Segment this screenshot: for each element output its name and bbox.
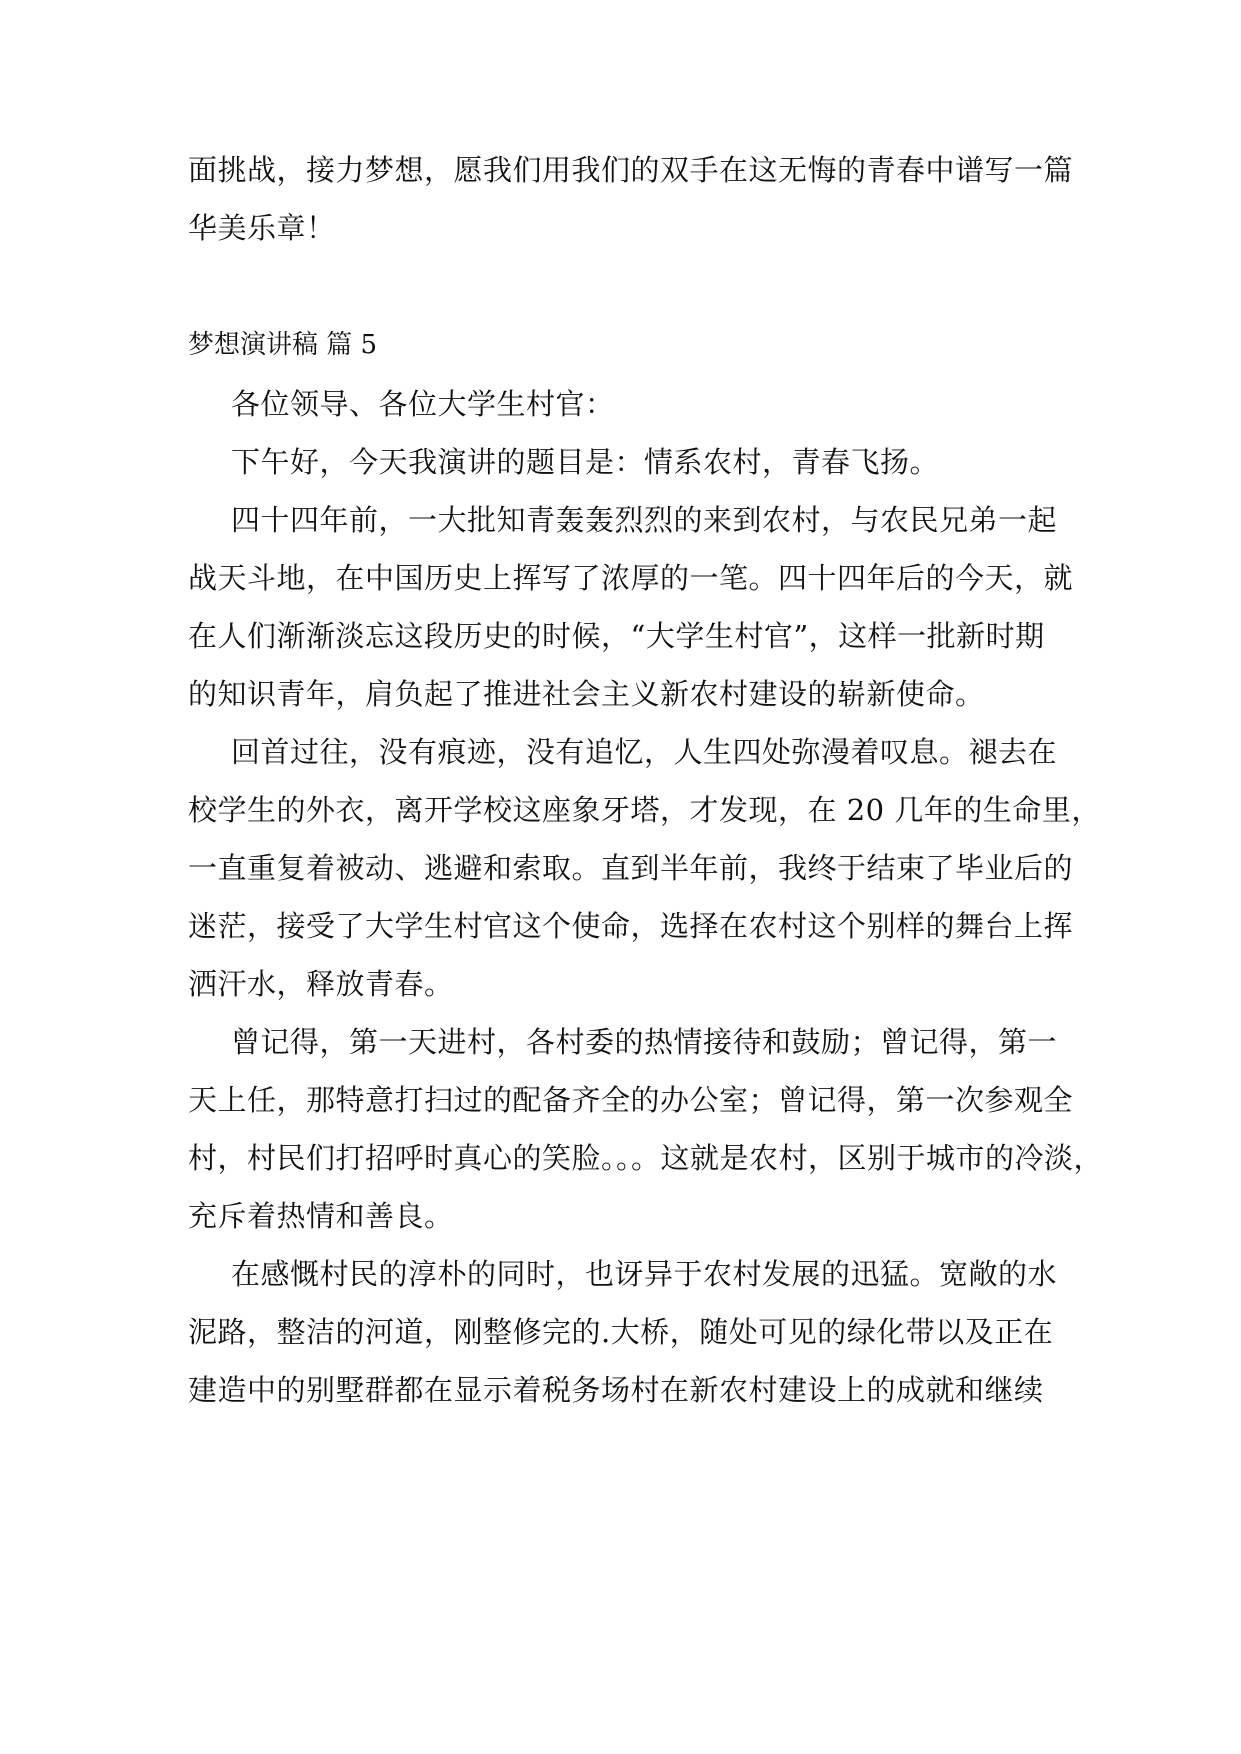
text-line: 曾记得，第一天进村，各村委的热情接待和鼓励；曾记得，第一: [231, 1025, 1058, 1059]
text-line: 面挑战，接力梦想，愿我们用我们的双手在这无悔的青春中谱写一篇: [188, 153, 1074, 187]
section-title: 梦想演讲稿 篇 5: [188, 330, 378, 360]
text-line: 一直重复着被动、逃避和索取。直到半年前，我终于结束了毕业后的: [188, 851, 1074, 885]
text-line: 天上任，那特意打扫过的配备齐全的办公室；曾记得，第一次参观全: [188, 1083, 1074, 1117]
text-line: 的知识青年，肩负起了推进社会主义新农村建设的崭新使命。: [188, 677, 985, 711]
text-line: 泥路，整洁的河道，刚整修完的.大桥，随处可见的绿化带以及正在: [188, 1315, 1054, 1349]
text-line: 四十四年前，一大批知青轰轰烈烈的来到农村，与农民兄弟一起: [231, 503, 1058, 537]
salutation: 各位领导、各位大学生村官：: [231, 387, 615, 421]
text-line: 在感慨村民的淳朴的同时，也讶异于农村发展的迅猛。宽敞的水: [231, 1257, 1058, 1291]
text-line: 战天斗地，在中国历史上挥写了浓厚的一笔。四十四年后的今天，就: [188, 561, 1074, 595]
text-line: 下午好，今天我演讲的题目是：情系农村，青春飞扬。: [231, 445, 940, 479]
text-line: 校学生的外衣，离开学校这座象牙塔，才发现，在 20 几年的生命里，: [188, 793, 1101, 827]
text-line: 华美乐章！: [188, 211, 336, 245]
text-line: 建造中的别墅群都在显示着税务场村在新农村建设上的成就和继续: [188, 1373, 1044, 1407]
text-line: 充斥着热情和善良。: [188, 1199, 454, 1233]
text-line: 回首过往，没有痕迹，没有追忆，人生四处弥漫着叹息。褪去在: [231, 735, 1058, 769]
text-line: 村，村民们打招呼时真心的笑脸。。。这就是农村，区别于城市的冷淡，: [188, 1141, 1104, 1175]
text-line: 在人们渐渐淡忘这段历史的时候，“大学生村官”，这样一批新时期: [188, 619, 1045, 653]
text-line: 洒汗水，释放青春。: [188, 967, 454, 1001]
text-line: 迷茫，接受了大学生村官这个使命，选择在农村这个别样的舞台上挥: [188, 909, 1074, 943]
